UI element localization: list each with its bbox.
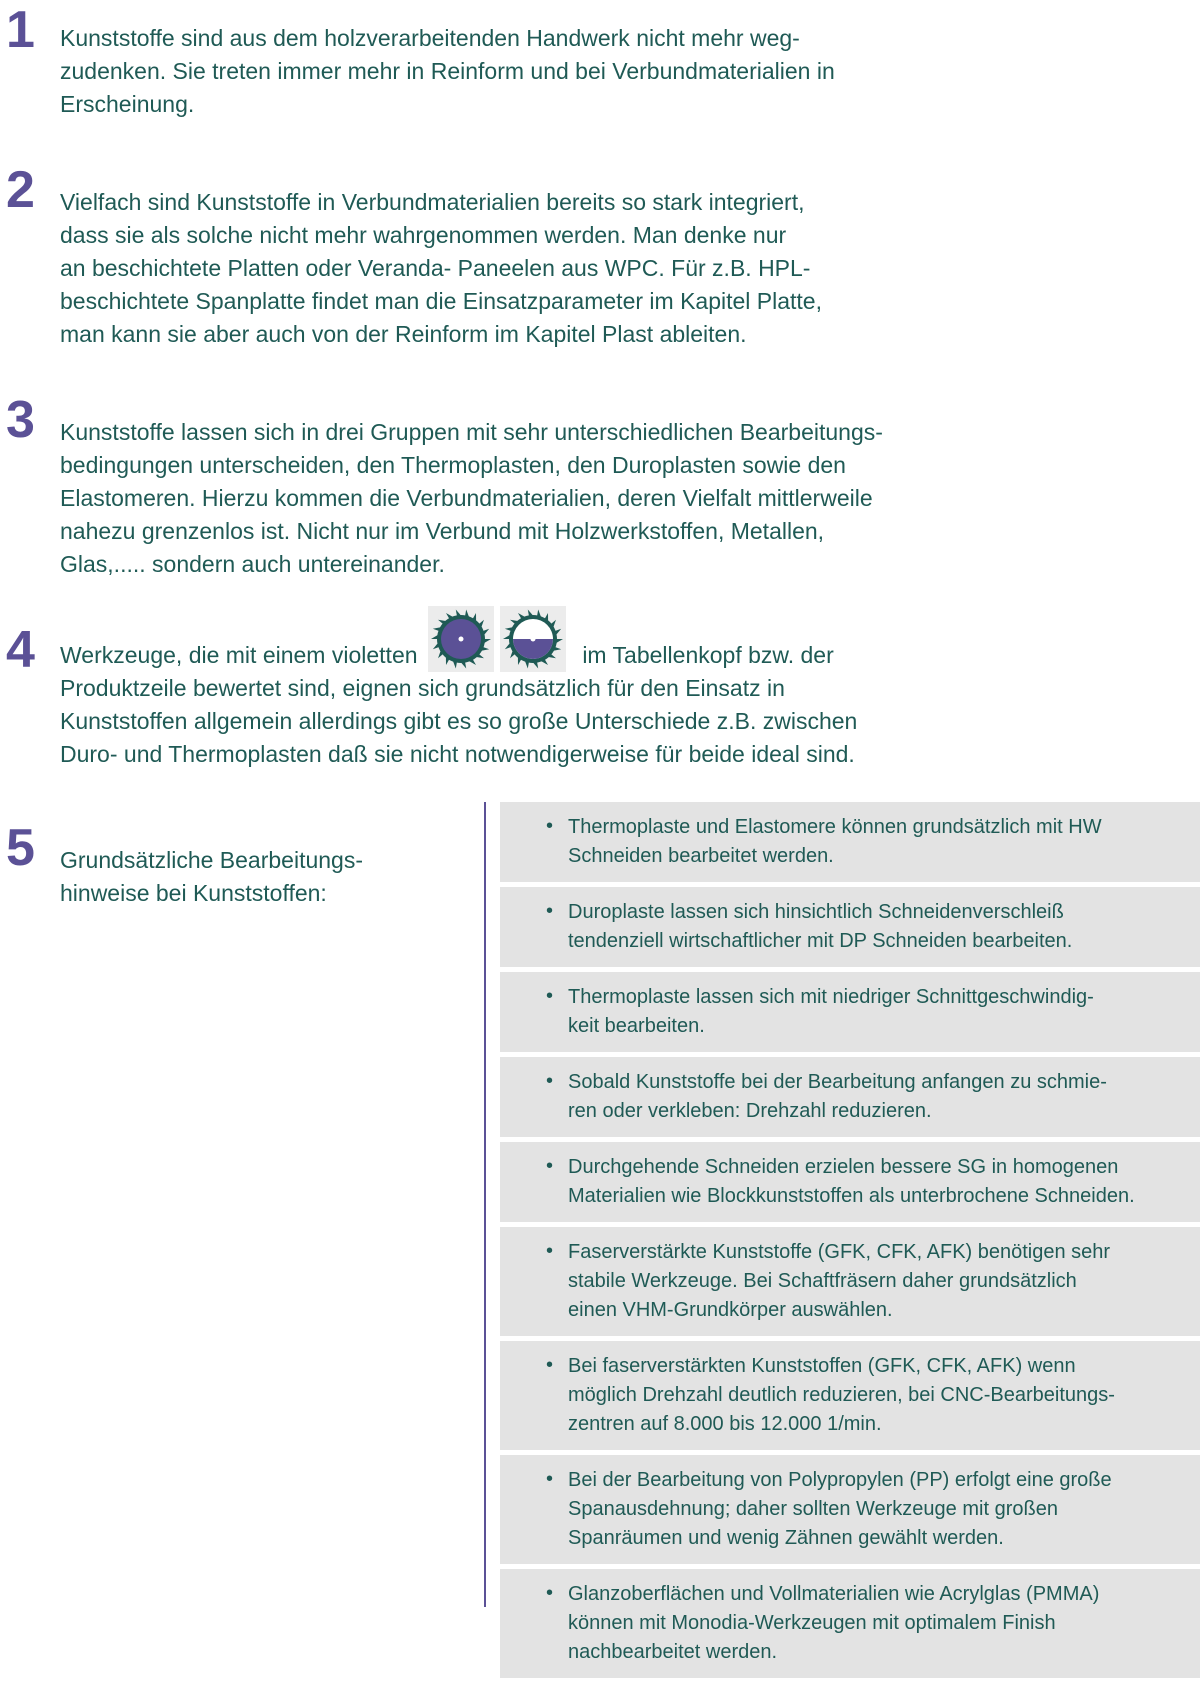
note-item: [500, 1057, 1200, 1137]
paragraph-line: Elastomeren. Hierzu kommen die Verbundmaterialien, deren Vielfalt mittlerweile: [60, 485, 873, 511]
section-paragraph: [60, 186, 950, 351]
paragraph-text: im Tabellenkopf bzw. der: [582, 642, 834, 668]
note-line: stabile Werkzeuge. Bei Schaftfräsern daher grundsätzlich: [568, 1270, 1077, 1292]
note-item: [500, 887, 1200, 967]
note-line: • Bei der Bearbeitung von Polypropylen (PP) erfolgt eine große: [568, 1469, 1112, 1491]
note-line: nachbearbeitet werden.: [568, 1641, 778, 1663]
paragraph-line: bedingungen unterscheiden, den Thermoplasten, den Duroplasten sowie den: [60, 452, 846, 478]
saw-blade-full-icon: [428, 606, 494, 672]
paragraph-line: beschichtete Spanplatte findet man die Einsatzparameter im Kapitel Platte,: [60, 288, 822, 314]
note-line: • Durchgehende Schneiden erzielen bessere SG in homogenen: [568, 1156, 1119, 1178]
note-line: möglich Drehzahl deutlich reduzieren, bei CNC-Bearbeitungs-: [568, 1384, 1115, 1406]
section-number: 4: [6, 621, 35, 679]
note-line: • Faserverstärkte Kunststoffe (GFK, CFK, AFK) benötigen sehr: [568, 1241, 1111, 1263]
note-item: [500, 1455, 1200, 1564]
note-item: [500, 802, 1200, 882]
note-line: • Thermoplaste und Elastomere können grundsätzlich mit HW: [568, 816, 1102, 838]
note-line: Spanausdehnung; daher sollten Werkzeuge mit großen: [568, 1498, 1058, 1520]
paragraph-line: Kunststoffen allgemein allerdings gibt es so große Unterschiede z.B. zwischen: [60, 708, 858, 734]
paragraph-line: Kunststoffe sind aus dem holzverarbeitenden Handwerk nicht mehr weg-: [60, 25, 800, 51]
paragraph-line: zudenken. Sie treten immer mehr in Reinform und bei Verbundmaterialien in: [60, 58, 835, 84]
paragraph-line: Produktzeile bewertet sind, eignen sich grundsätzlich für den Einsatz in: [60, 675, 785, 701]
note-item: [500, 1569, 1200, 1678]
note-line: Materialien wie Blockkunststoffen als unterbrochene Schneiden.: [568, 1185, 1135, 1207]
section-number: 3: [6, 391, 35, 449]
paragraph-line: Duro- und Thermoplasten daß sie nicht notwendigerweise für beide ideal sind.: [60, 741, 855, 767]
paragraph-line: man kann sie aber auch von der Reinform im Kapitel Plast ableiten.: [60, 321, 747, 347]
note-item: [500, 972, 1200, 1052]
section-heading: [60, 844, 460, 910]
note-line: • Sobald Kunststoffe bei der Bearbeitung anfangen zu schmie-: [568, 1071, 1107, 1093]
paragraph-line: Glas,..... sondern auch untereinander.: [60, 551, 445, 577]
paragraph-line: Grundsätzliche Bearbeitungs-: [60, 847, 363, 873]
saw-blade-half-icon: [500, 606, 566, 672]
paragraph-text: Werkzeuge, die mit einem violetten: [60, 642, 418, 668]
note-line: • Bei faserverstärkten Kunststoffen (GFK, CFK, AFK) wenn: [568, 1355, 1076, 1377]
note-item: [500, 1341, 1200, 1450]
note-item: [500, 1227, 1200, 1336]
divider-line: [484, 802, 486, 1607]
processing-notes-list: [500, 802, 1200, 1683]
note-line: keit bearbeiten.: [568, 1015, 705, 1037]
paragraph-line: hinweise bei Kunststoffen:: [60, 880, 327, 906]
note-line: einen VHM-Grundkörper auswählen.: [568, 1299, 893, 1321]
paragraph-line: Erscheinung.: [60, 91, 195, 117]
note-line: zentren auf 8.000 bis 12.000 1/min.: [568, 1413, 882, 1435]
paragraph-line-with-icons: [60, 606, 950, 672]
paragraph-line: nahezu grenzenlos ist. Nicht nur im Verbund mit Holzwerkstoffen, Metallen,: [60, 518, 825, 544]
paragraph-line: dass sie als solche nicht mehr wahrgenommen werden. Man denke nur: [60, 222, 787, 248]
paragraph-line: Kunststoffe lassen sich in drei Gruppen mit sehr unterschiedlichen Bearbeitungs-: [60, 419, 883, 445]
paragraph-line: Vielfach sind Kunststoffe in Verbundmaterialien bereits so stark integriert,: [60, 189, 805, 215]
note-line: tendenziell wirtschaftlicher mit DP Schneiden bearbeiten.: [568, 930, 1073, 952]
section-paragraph: [60, 22, 950, 121]
note-line: • Glanzoberflächen und Vollmaterialien wie Acrylglas (PMMA): [568, 1583, 1100, 1605]
note-line: • Duroplaste lassen sich hinsichtlich Schneidenverschleiß: [568, 901, 1064, 923]
section-number: 1: [6, 1, 35, 59]
note-line: • Thermoplaste lassen sich mit niedriger Schnittgeschwindig-: [568, 986, 1094, 1008]
note-line: können mit Monodia-Werkzeugen mit optimalem Finish: [568, 1612, 1056, 1634]
note-line: Spanräumen und wenig Zähnen gewählt werden.: [568, 1527, 1004, 1549]
section-number: 2: [6, 161, 35, 219]
note-line: Schneiden bearbeitet werden.: [568, 845, 834, 867]
section-number: 5: [6, 819, 35, 877]
section-paragraph: [60, 416, 950, 581]
saw-icons: [428, 606, 572, 672]
note-item: [500, 1142, 1200, 1222]
paragraph-line: an beschichtete Platten oder Veranda- Paneelen aus WPC. Für z.B. HPL-: [60, 255, 811, 281]
note-line: ren oder verkleben: Drehzahl reduzieren.: [568, 1100, 932, 1122]
section-paragraph: [60, 606, 950, 771]
